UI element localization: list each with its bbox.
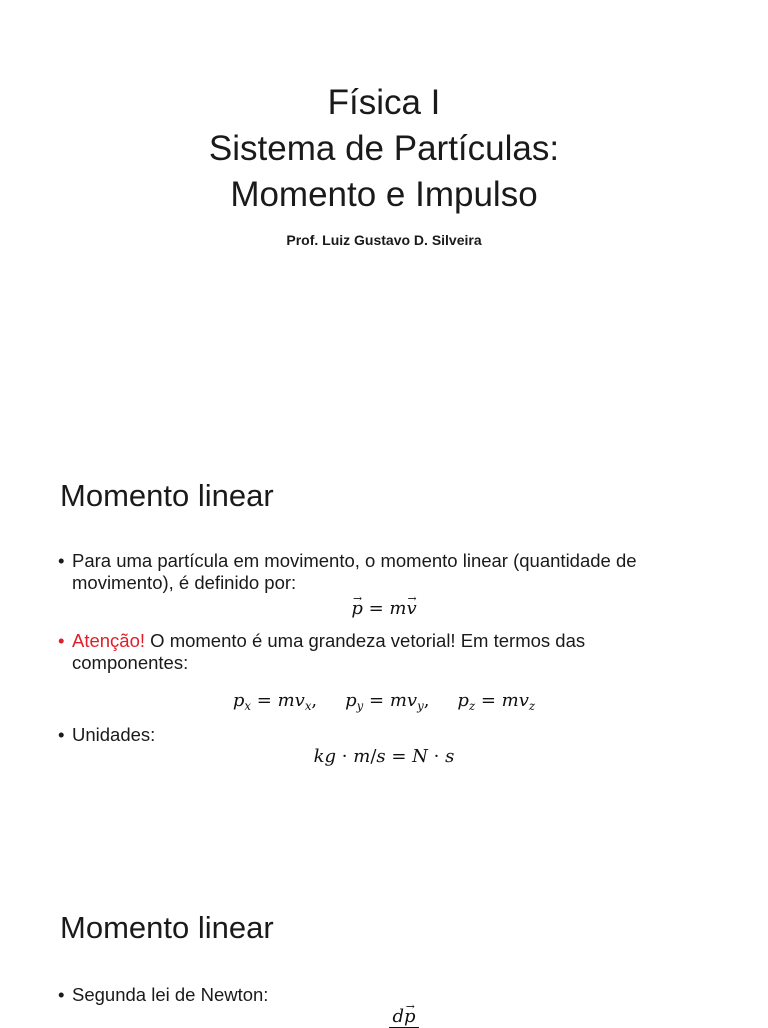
slide-heading: Momento linear	[60, 910, 274, 945]
bullet-definition	[58, 550, 718, 594]
title-line-1: Física I	[327, 83, 441, 122]
bullet-dot: •	[58, 550, 65, 571]
slide-heading: Momento linear	[60, 478, 274, 513]
newton-slide	[0, 866, 768, 1027]
author-name: Prof. Luiz Gustavo D. Silveira	[286, 232, 482, 248]
bullet-dot: •	[58, 724, 65, 745]
attention-highlight: Atenção!	[72, 630, 146, 651]
title-line-2: Sistema de Partículas:	[208, 129, 560, 168]
bullet-text: Segunda lei de Newton:	[72, 984, 269, 1005]
equation-momentum: p → = mv →	[0, 598, 768, 619]
bullet-attention	[58, 630, 718, 674]
bullet-text-line-1: O momento é uma grandeza vetorial! Em termos das	[145, 630, 586, 651]
bullet-text: Unidades:	[72, 724, 156, 745]
bullet-newton	[58, 984, 718, 1006]
title-block	[0, 80, 768, 248]
bullet-text-line-1: Para uma partícula em movimento, o momento linear (quantidade de	[72, 550, 637, 571]
bullet-text-line-2: movimento), é definido por:	[72, 572, 297, 593]
bullet-dot: •	[58, 984, 65, 1005]
equation-components: $p_x = mv_x$, $p_y = mv_y$, $p_z = mv_z$	[232, 690, 536, 714]
bullet-dot: •	[58, 630, 65, 651]
equation-newton-partial: dp →	[20, 1006, 768, 1028]
bullet-text-line-2: componentes:	[72, 652, 189, 673]
bullet-units	[58, 724, 718, 746]
title-line-3: Momento e Impulso	[230, 175, 538, 214]
momento-linear-slide	[0, 434, 768, 866]
equation-units: kg · m/s = N · s	[313, 746, 455, 767]
title-slide	[0, 0, 768, 434]
